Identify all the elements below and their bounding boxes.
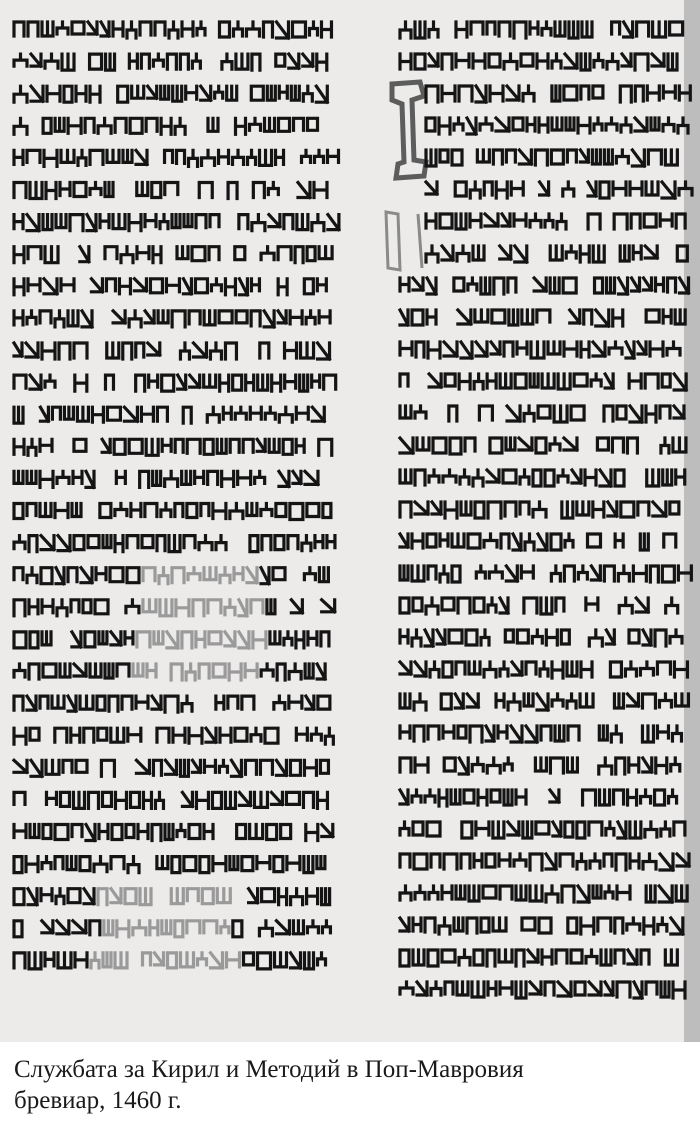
script-glyph <box>14 471 23 483</box>
script-glyph <box>258 375 268 390</box>
script-glyph <box>165 825 173 840</box>
script-glyph <box>668 54 677 70</box>
script-glyph <box>552 118 562 130</box>
script-glyph <box>456 214 466 229</box>
script-glyph <box>247 504 257 516</box>
script-glyph <box>173 86 182 101</box>
script-glyph <box>614 694 623 708</box>
script-glyph <box>663 470 672 485</box>
script-glyph <box>456 886 465 899</box>
script-glyph <box>675 310 685 324</box>
script-glyph <box>523 822 532 838</box>
script-glyph <box>317 857 325 869</box>
script-glyph <box>227 86 237 100</box>
script-glyph <box>172 215 180 228</box>
script-glyph <box>184 215 192 227</box>
script-glyph <box>305 664 313 678</box>
script-glyph <box>552 86 560 101</box>
script-glyph <box>566 118 574 130</box>
script-line <box>400 54 677 70</box>
script-glyph <box>270 632 280 644</box>
script-glyph <box>293 921 303 934</box>
script-glyph <box>567 758 577 772</box>
script-glyph <box>104 921 113 935</box>
script-glyph <box>555 22 565 36</box>
script-glyph <box>180 760 188 776</box>
script-glyph <box>182 471 191 484</box>
script-glyph <box>267 600 275 614</box>
script-glyph <box>27 471 36 483</box>
script-glyph <box>68 311 78 326</box>
script-glyph <box>105 664 113 678</box>
script-glyph <box>99 632 107 644</box>
script-glyph <box>400 694 410 708</box>
script-glyph <box>162 921 171 934</box>
script-glyph <box>651 118 659 130</box>
script-glyph <box>103 953 111 967</box>
script-glyph <box>230 857 238 870</box>
script-glyph <box>620 246 629 261</box>
script-glyph <box>43 215 52 230</box>
script-glyph <box>225 792 235 808</box>
script-glyph <box>208 118 218 131</box>
script-glyph <box>481 278 490 294</box>
script-glyph <box>530 374 538 387</box>
script-glyph <box>30 825 39 838</box>
caption-line-2: бревиар, 1460 г. <box>14 1087 182 1114</box>
script-glyph <box>64 407 73 419</box>
script-glyph <box>300 375 308 391</box>
script-glyph <box>601 950 611 965</box>
script-glyph <box>516 886 526 900</box>
script-glyph <box>153 471 161 485</box>
figure-caption <box>14 1054 690 1116</box>
script-line <box>14 664 325 680</box>
caption-line-1: Службата за Кирил и Методий в Поп-Мавровия <box>14 1056 524 1083</box>
script-glyph <box>14 407 23 423</box>
script-glyph <box>509 310 518 325</box>
script-glyph <box>319 568 328 582</box>
script-glyph <box>123 150 132 162</box>
script-glyph <box>426 150 436 166</box>
script-glyph <box>105 183 113 197</box>
script-glyph <box>56 215 66 228</box>
script-glyph <box>640 534 648 550</box>
script-glyph <box>291 86 299 100</box>
script-glyph <box>67 857 76 870</box>
script-glyph <box>599 726 607 740</box>
script-glyph <box>55 118 64 131</box>
script-glyph <box>154 632 163 644</box>
script-glyph <box>304 857 313 873</box>
script-glyph <box>265 118 275 131</box>
script-glyph <box>72 504 81 517</box>
script-glyph <box>267 86 275 100</box>
script-glyph <box>269 439 279 452</box>
script-glyph <box>451 790 460 804</box>
script-glyph <box>582 22 592 37</box>
script-glyph <box>550 278 559 293</box>
script-glyph <box>415 22 425 38</box>
script-glyph <box>555 726 564 741</box>
script-glyph <box>106 54 115 70</box>
script-glyph <box>158 311 168 323</box>
script-glyph <box>161 86 169 99</box>
script-glyph <box>133 664 143 676</box>
script-glyph <box>504 790 512 805</box>
script-glyph <box>524 694 533 706</box>
script-glyph <box>322 889 330 905</box>
script-glyph <box>400 566 408 580</box>
script-glyph <box>569 22 578 38</box>
script-glyph <box>454 918 463 931</box>
script-glyph <box>600 790 610 805</box>
script-glyph <box>516 982 526 998</box>
script-glyph <box>461 502 471 515</box>
script-glyph <box>592 150 600 164</box>
script-glyph <box>42 632 51 645</box>
script-glyph <box>607 278 615 293</box>
script-glyph <box>567 662 577 676</box>
script-glyph <box>581 54 590 70</box>
script-glyph <box>469 886 479 901</box>
script-glyph <box>661 982 669 997</box>
script-glyph <box>305 953 314 969</box>
script-glyph <box>506 438 515 450</box>
script-glyph <box>604 150 612 164</box>
script-glyph <box>593 886 601 898</box>
script-glyph <box>646 886 655 902</box>
script-glyph <box>103 536 111 548</box>
script-line <box>400 950 677 966</box>
script-glyph <box>217 439 226 453</box>
script-glyph <box>60 664 70 677</box>
